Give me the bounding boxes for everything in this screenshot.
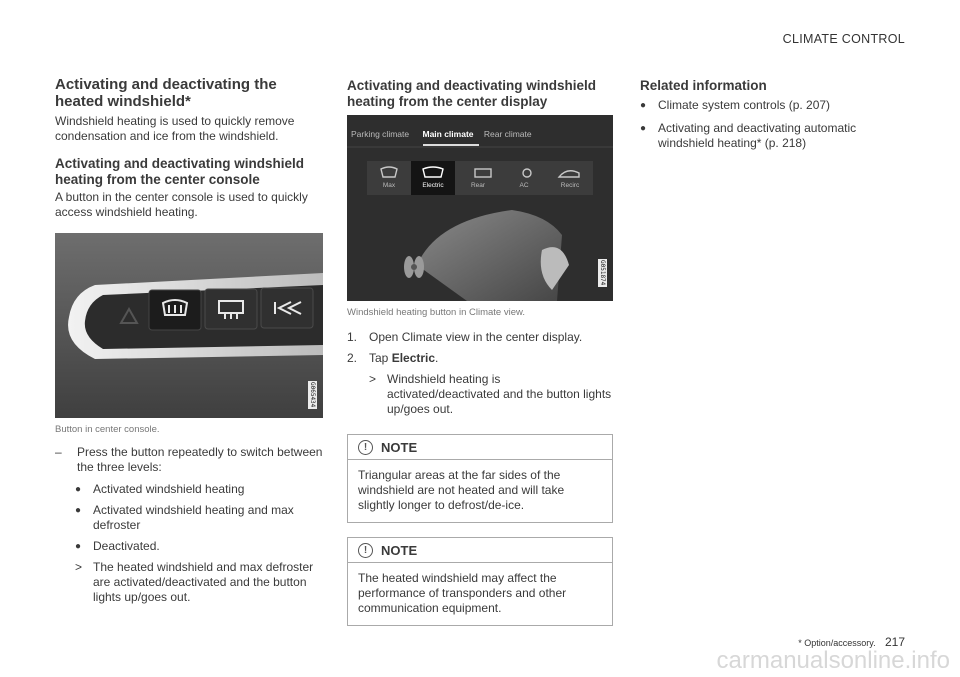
subsection-intro: A button in the center console is used to quickly access windshield heating. xyxy=(55,190,308,219)
info-icon: ! xyxy=(358,440,373,455)
related-link-text[interactable]: Climate system controls (p. 207) xyxy=(658,98,831,112)
related-link[interactable]: ● Activating and deactivating automatic windshield heating* (p. 218) xyxy=(640,121,910,151)
step-item xyxy=(347,330,613,345)
tab-rear-climate[interactable]: Rear climate xyxy=(483,129,532,139)
image-code: G065434 xyxy=(309,382,316,408)
result-marker: > xyxy=(369,372,377,386)
note-title: NOTE xyxy=(381,439,418,455)
section-intro: Windshield heating is used to quickly remove condensation and ice from the windshield. xyxy=(55,114,295,143)
list-item: ● Activated windshield heating and max defroster xyxy=(75,503,323,533)
result-item xyxy=(55,560,323,605)
note-body: Triangular areas at the far sides of the windshield are not heated and will take slightly longer to defrost/de-ice. xyxy=(358,468,565,512)
climate-button-row xyxy=(367,182,593,189)
subsection-heading: Activating and deactivating windshield heating from the center console xyxy=(55,156,305,187)
step-number: 2. xyxy=(347,351,358,365)
page-number: 217 xyxy=(884,635,905,649)
note-body: The heated windshield may affect the performance of transponders and other communication equipment. xyxy=(358,571,567,615)
figure-caption: Button in center console. xyxy=(55,424,160,435)
tab-parking-climate[interactable]: Parking climate xyxy=(351,129,410,139)
step-item xyxy=(55,445,323,475)
column-middle xyxy=(347,76,613,626)
step-text: Open Climate view in the center display. xyxy=(369,330,583,344)
footnote: * Option/accessory. xyxy=(798,638,876,648)
note-title: NOTE xyxy=(381,542,418,558)
column-left xyxy=(55,76,323,605)
image-code: G051874 xyxy=(599,260,606,286)
subsection-heading: Activating and deactivating windshield heating from the center display xyxy=(347,78,597,109)
column-right xyxy=(640,78,910,151)
rear-button[interactable]: Rear xyxy=(470,182,486,189)
list-item: ● Activated windshield heating xyxy=(75,482,245,496)
dash-marker: – xyxy=(55,445,62,459)
level-label: Activated windshield heating and max defroster xyxy=(93,503,294,532)
level-label: Deactivated. xyxy=(93,539,160,553)
note-header xyxy=(348,538,612,563)
list-item: ● Deactivated. xyxy=(75,539,160,553)
climate-tabs xyxy=(351,129,532,139)
tab-main-climate[interactable]: Main climate xyxy=(422,129,474,139)
related-heading: Related information xyxy=(640,78,767,93)
note-box xyxy=(347,537,613,626)
figure-caption: Windshield heating button in Climate view. xyxy=(347,307,525,318)
related-link-text[interactable]: Activating and deactivating automatic windshield heating* (p. 218) xyxy=(658,121,857,150)
electric-label: Electric xyxy=(391,351,436,365)
ac-button[interactable]: AC xyxy=(519,182,529,189)
chapter-title: CLIMATE CONTROL xyxy=(782,32,905,46)
center-display-figure xyxy=(347,115,613,301)
result-text: Windshield heating is activated/deactivated and the button lights up/goes out. xyxy=(387,372,612,416)
note-header xyxy=(348,435,612,460)
related-link[interactable]: ● Climate system controls (p. 207) xyxy=(640,98,831,112)
recirc-button[interactable]: Recirc xyxy=(560,182,580,189)
level-list xyxy=(75,482,323,605)
result-item xyxy=(369,372,613,417)
max-button[interactable]: Max xyxy=(382,182,396,189)
step-list xyxy=(55,445,323,605)
result-text: The heated windshield and max defroster are activated/deactivated and the button lights up/goes out. xyxy=(93,560,314,604)
center-console-figure xyxy=(55,233,323,418)
step-list xyxy=(347,330,613,417)
step-number: 1. xyxy=(347,330,358,344)
result-marker: > xyxy=(75,560,83,574)
step-item xyxy=(347,351,613,366)
watermark: carmanualsonline.info xyxy=(716,647,950,674)
section-title: Activating and deactivating the heated windshield* xyxy=(55,76,277,110)
info-icon: ! xyxy=(358,543,373,558)
note-box xyxy=(347,434,613,523)
step-text-post: . xyxy=(435,351,439,365)
step-text-pre: Tap xyxy=(369,351,392,365)
step-text: Press the button repeatedly to switch between the three levels: xyxy=(77,445,323,474)
level-label: Activated windshield heating xyxy=(93,482,245,496)
step-text xyxy=(369,351,438,366)
electric-button[interactable]: Electric xyxy=(422,182,444,189)
